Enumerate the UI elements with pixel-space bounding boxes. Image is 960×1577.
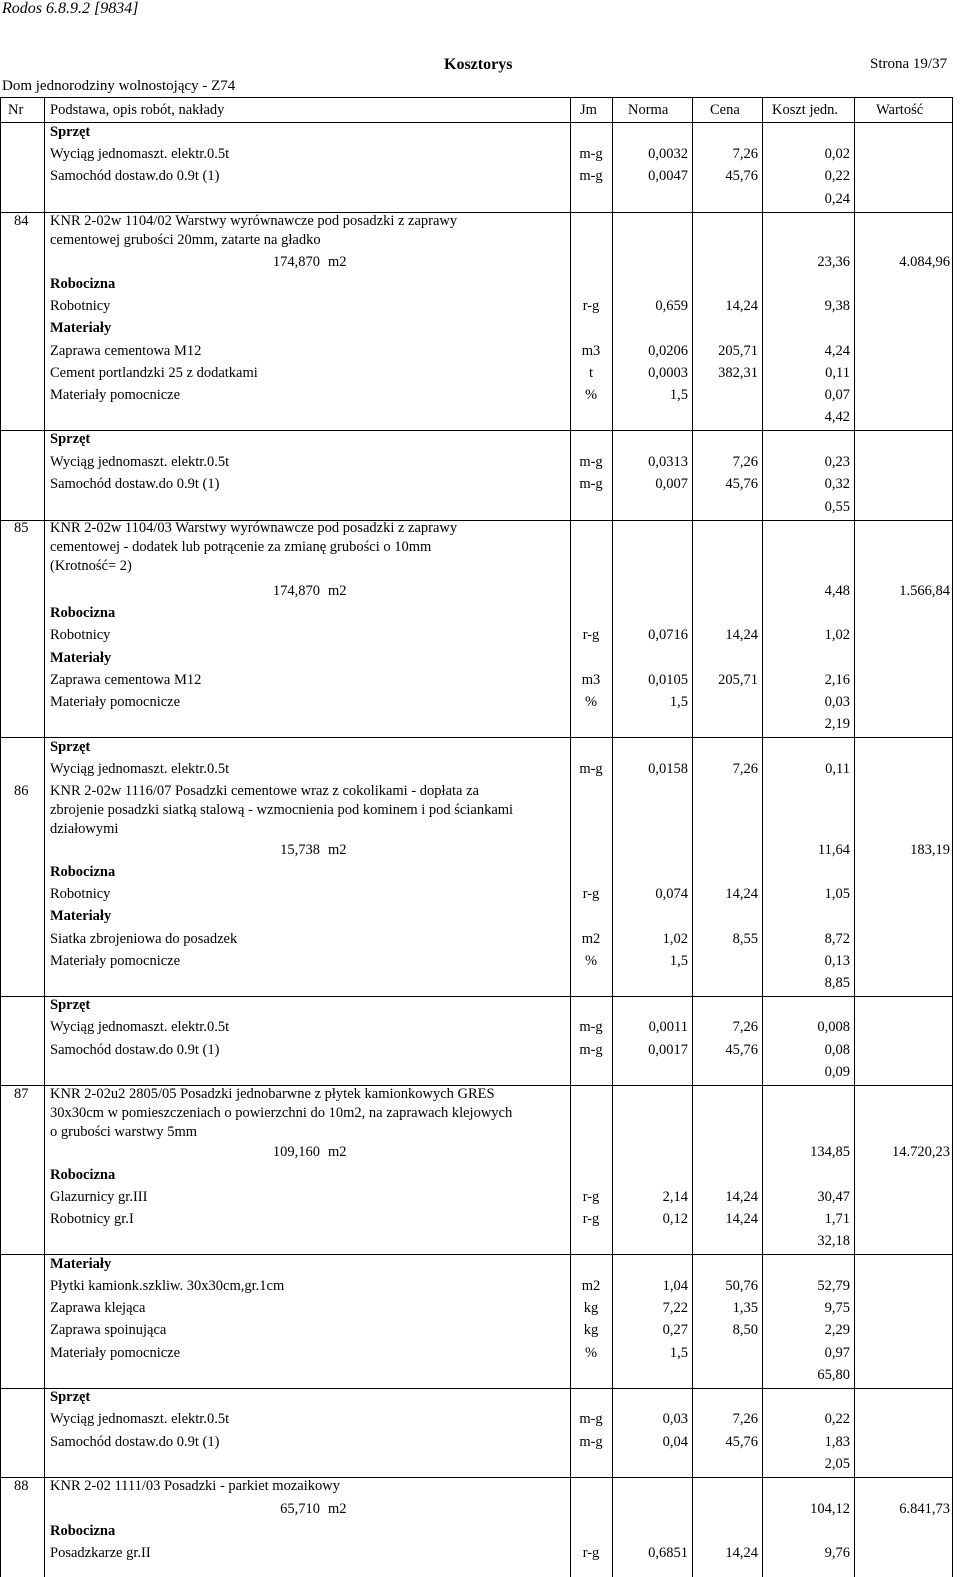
resource-unit-cost: 9,75 [824,1300,850,1316]
col-header-jm: Jm [580,102,597,118]
resource-name: Materiały pomocnicze [50,953,181,969]
resource-unit: m-g [579,1411,603,1427]
position-value: 183,19 [910,842,950,858]
position-unit-cost: 4,48 [824,583,850,599]
resource-norm: 0,6851 [648,1545,688,1561]
resource-name: Robotnicy [50,298,111,314]
row-separator [0,737,952,738]
resource-unit-cost: 0,03 [824,694,850,710]
resource-unit-cost: 0,23 [824,454,850,470]
resource-price: 8,55 [732,931,758,947]
resource-unit-cost: 30,47 [817,1189,850,1205]
section-label: Sprzęt [50,739,91,755]
resource-unit: m-g [579,476,603,492]
resource-price: 7,26 [732,1019,758,1035]
row-separator [0,1254,952,1255]
resource-price: 14,24 [725,1189,758,1205]
position-quantity: 174,870 [272,254,320,270]
resource-name: Samochód dostaw.do 0.9t (1) [50,1042,220,1058]
resource-unit: m2 [581,1278,601,1294]
resource-norm: 7,22 [662,1300,688,1316]
group-subtotal: 0,09 [824,1064,850,1080]
project-name: Dom jednorodziny wolnostojący - Z74 [2,78,236,94]
resource-norm: 0,27 [662,1322,688,1338]
resource-unit-cost: 52,79 [817,1278,850,1294]
group-subtotal: 8,85 [824,975,850,991]
resource-price: 50,76 [725,1278,758,1294]
position-value: 14.720,23 [892,1144,950,1160]
resource-price: 7,26 [732,454,758,470]
resource-name: Samochód dostaw.do 0.9t (1) [50,1434,220,1450]
resource-unit: m-g [579,761,603,777]
resource-unit-cost: 0,07 [824,387,850,403]
resource-norm: 1,02 [662,931,688,947]
position-description: KNR 2-02w 1104/03 Warstwy wyrównawcze pod posadzki z zaprawy [50,520,458,536]
resource-norm: 0,12 [662,1211,688,1227]
resource-unit: m-g [579,146,603,162]
section-label: Robocizna [50,1523,116,1539]
resource-unit: r-g [582,886,600,902]
row-separator [0,1388,952,1389]
header-bottom-line [0,122,952,123]
section-label: Robocizna [50,276,116,292]
resource-unit: % [584,1345,598,1361]
position-description: KNR 2-02u2 2805/05 Posadzki jednobarwne z płytek kamionkowych GRES [50,1086,495,1102]
resource-price: 382,31 [718,365,758,381]
col-header-koszt: Koszt jedn. [772,102,839,118]
position-description: cementowej grubości 20mm, zatarte na gładko [50,232,321,248]
position-unit-cost: 11,64 [817,842,850,858]
resource-unit-cost: 0,22 [824,168,850,184]
resource-name: Materiały pomocnicze [50,1345,181,1361]
resource-name: Wyciąg jednomaszt. elektr.0.5t [50,1019,230,1035]
resource-price: 7,26 [732,146,758,162]
resource-price: 205,71 [718,672,758,688]
resource-unit-cost: 1,02 [824,627,850,643]
resource-unit: m2 [581,931,601,947]
group-subtotal: 65,80 [817,1367,850,1383]
resource-unit: m-g [579,1042,603,1058]
position-number: 88 [14,1478,29,1494]
position-number: 87 [14,1086,29,1102]
resource-unit: m-g [579,454,603,470]
position-unit: m2 [328,1144,347,1160]
resource-price: 45,76 [725,1042,758,1058]
position-quantity: 174,870 [272,583,320,599]
resource-norm: 0,0003 [648,365,688,381]
section-label: Robocizna [50,1167,116,1183]
resource-name: Robotnicy gr.I [50,1211,134,1227]
position-number: 85 [14,520,29,536]
section-label: Materiały [50,650,112,666]
resource-unit: m-g [579,1019,603,1035]
resource-unit-cost: 0,32 [824,476,850,492]
resource-unit-cost: 0,11 [825,365,850,381]
column-divider [44,97,45,1577]
resource-norm: 1,5 [669,387,688,403]
column-divider [0,97,1,1577]
section-label: Sprzęt [50,1389,91,1405]
resource-price: 45,76 [725,168,758,184]
resource-price: 14,24 [725,886,758,902]
resource-name: Samochód dostaw.do 0.9t (1) [50,476,220,492]
resource-name: Wyciąg jednomaszt. elektr.0.5t [50,1411,230,1427]
resource-name: Zaprawa spoinująca [50,1322,167,1338]
resource-price: 14,24 [725,627,758,643]
resource-norm: 0,0032 [648,146,688,162]
resource-name: Wyciąg jednomaszt. elektr.0.5t [50,454,230,470]
resource-unit: m3 [581,672,601,688]
position-value: 4.084,96 [899,254,950,270]
resource-name: Robotnicy [50,886,111,902]
resource-unit-cost: 0,08 [824,1042,850,1058]
resource-unit: % [584,387,598,403]
resource-norm: 0,074 [655,886,688,902]
resource-unit-cost: 1,71 [824,1211,850,1227]
section-label: Sprzęt [50,124,91,140]
position-description: KNR 2-02 1111/03 Posadzki - parkiet mozaikowy [50,1478,340,1494]
resource-unit-cost: 0,02 [824,146,850,162]
resource-unit-cost: 2,29 [824,1322,850,1338]
resource-name: Samochód dostaw.do 0.9t (1) [50,168,220,184]
group-subtotal: 2,05 [824,1456,850,1472]
document-title: Kosztorys [444,56,513,73]
resource-unit-cost: 9,38 [824,298,850,314]
resource-unit-cost: 9,76 [824,1545,850,1561]
position-unit-cost: 104,12 [810,1501,850,1517]
resource-price: 8,50 [732,1322,758,1338]
col-header-norma: Norma [628,102,669,118]
page-number: Strona 19/37 [870,56,948,72]
position-description: działowymi [50,821,119,837]
group-subtotal: 0,55 [824,499,850,515]
section-label: Materiały [50,908,112,924]
resource-name: Robotnicy [50,627,111,643]
section-label: Materiały [50,1256,112,1272]
position-description: zbrojenie posadzki siatką stalową - wzmocnienia pod kominem i pod ściankami [50,802,514,818]
resource-norm: 0,0716 [648,627,688,643]
group-subtotal: 4,42 [824,409,850,425]
resource-name: Cement portlandzki 25 z dodatkami [50,365,258,381]
resource-name: Siatka zbrojeniowa do posadzek [50,931,238,947]
column-divider [854,97,855,1577]
position-description: KNR 2-02w 1104/02 Warstwy wyrównawcze pod posadzki z zaprawy [50,213,458,229]
resource-norm: 1,5 [669,953,688,969]
position-quantity: 109,160 [272,1144,320,1160]
section-label: Sprzęt [50,431,91,447]
group-subtotal: 0,24 [824,191,850,207]
position-unit: m2 [328,842,347,858]
position-description: KNR 2-02w 1116/07 Posadzki cementowe wraz z cokolikami - dopłata za [50,783,479,799]
position-description: 30x30cm w pomieszczeniach o powierzchni do 10m2, na zaprawach klejowych [50,1105,513,1121]
resource-name: Zaprawa cementowa M12 [50,672,202,688]
section-label: Sprzęt [50,997,91,1013]
col-header-wartosc: Wartość [876,102,924,118]
resource-unit: r-g [582,1189,600,1205]
resource-name: Płytki kamionk.szkliw. 30x30cm,gr.1cm [50,1278,285,1294]
resource-name: Posadzkarze gr.II [50,1545,151,1561]
group-subtotal: 32,18 [817,1233,850,1249]
position-value: 6.841,73 [899,1501,950,1517]
resource-unit-cost: 2,16 [824,672,850,688]
section-label: Materiały [50,320,112,336]
resource-name: Wyciąg jednomaszt. elektr.0.5t [50,146,230,162]
resource-unit-cost: 8,72 [824,931,850,947]
position-number: 86 [14,783,29,799]
resource-name: Materiały pomocnicze [50,694,181,710]
resource-norm: 0,659 [655,298,688,314]
resource-unit: r-g [582,298,600,314]
resource-norm: 1,04 [662,1278,688,1294]
resource-unit-cost: 0,97 [824,1345,850,1361]
section-label: Robocizna [50,605,116,621]
position-number: 84 [14,213,29,229]
resource-unit: r-g [582,1545,600,1561]
resource-norm: 0,0158 [648,761,688,777]
resource-unit-cost: 0,008 [817,1019,850,1035]
resource-price: 14,24 [725,1211,758,1227]
position-quantity: 65,710 [280,1501,320,1517]
resource-norm: 1,5 [669,694,688,710]
resource-unit-cost: 0,22 [824,1411,850,1427]
col-header-cena: Cena [710,102,740,118]
resource-price: 7,26 [732,761,758,777]
resource-unit: % [584,694,598,710]
section-label: Robocizna [50,864,116,880]
group-subtotal: 2,19 [824,716,850,732]
resource-price: 1,35 [732,1300,758,1316]
resource-price: 14,24 [725,298,758,314]
resource-price: 45,76 [725,1434,758,1450]
resource-name: Glazurnicy gr.III [50,1189,148,1205]
resource-price: 45,76 [725,476,758,492]
resource-price: 7,26 [732,1411,758,1427]
resource-name: Zaprawa klejąca [50,1300,146,1316]
column-divider [952,97,953,1577]
resource-unit-cost: 4,24 [824,343,850,359]
resource-norm: 0,007 [655,476,688,492]
resource-norm: 0,0047 [648,168,688,184]
row-separator [0,430,952,431]
resource-unit: m-g [579,168,603,184]
resource-unit-cost: 1,83 [824,1434,850,1450]
resource-norm: 0,0105 [648,672,688,688]
resource-unit: % [584,953,598,969]
resource-name: Wyciąg jednomaszt. elektr.0.5t [50,761,230,777]
col-header-description: Podstawa, opis robót, nakłady [50,102,225,118]
resource-norm: 1,5 [669,1345,688,1361]
position-unit: m2 [328,583,347,599]
resource-norm: 2,14 [662,1189,688,1205]
position-description: cementowej - dodatek lub potrącenie za zmianę grubości o 10mm [50,539,432,555]
resource-unit: r-g [582,627,600,643]
col-header-nr: Nr [8,102,24,118]
resource-unit-cost: 0,11 [825,761,850,777]
position-unit-cost: 23,36 [817,254,850,270]
resource-norm: 0,0206 [648,343,688,359]
resource-unit: m3 [581,343,601,359]
resource-norm: 0,0011 [648,1019,688,1035]
resource-name: Zaprawa cementowa M12 [50,343,202,359]
header-top-line [0,97,952,98]
resource-unit: kg [583,1300,599,1316]
position-unit-cost: 134,85 [810,1144,850,1160]
position-value: 1.566,84 [899,583,950,599]
position-description: (Krotność= 2) [50,558,132,574]
position-description: o grubości warstwy 5mm [50,1124,197,1140]
resource-unit-cost: 1,05 [824,886,850,902]
resource-norm: 0,03 [662,1411,688,1427]
resource-name: Materiały pomocnicze [50,387,181,403]
resource-norm: 0,0017 [648,1042,688,1058]
position-unit: m2 [328,1501,347,1517]
resource-price: 14,24 [725,1545,758,1561]
position-unit: m2 [328,254,347,270]
column-divider [692,97,693,1577]
program-name: Rodos 6.8.9.2 [9834] [2,0,139,17]
resource-norm: 0,04 [662,1434,688,1450]
resource-unit: r-g [582,1211,600,1227]
resource-unit: t [588,365,594,381]
resource-unit: m-g [579,1434,603,1450]
resource-unit: kg [583,1322,599,1338]
resource-unit-cost: 0,13 [824,953,850,969]
resource-price: 205,71 [718,343,758,359]
resource-norm: 0,0313 [648,454,688,470]
position-quantity: 15,738 [280,842,320,858]
row-separator [0,996,952,997]
